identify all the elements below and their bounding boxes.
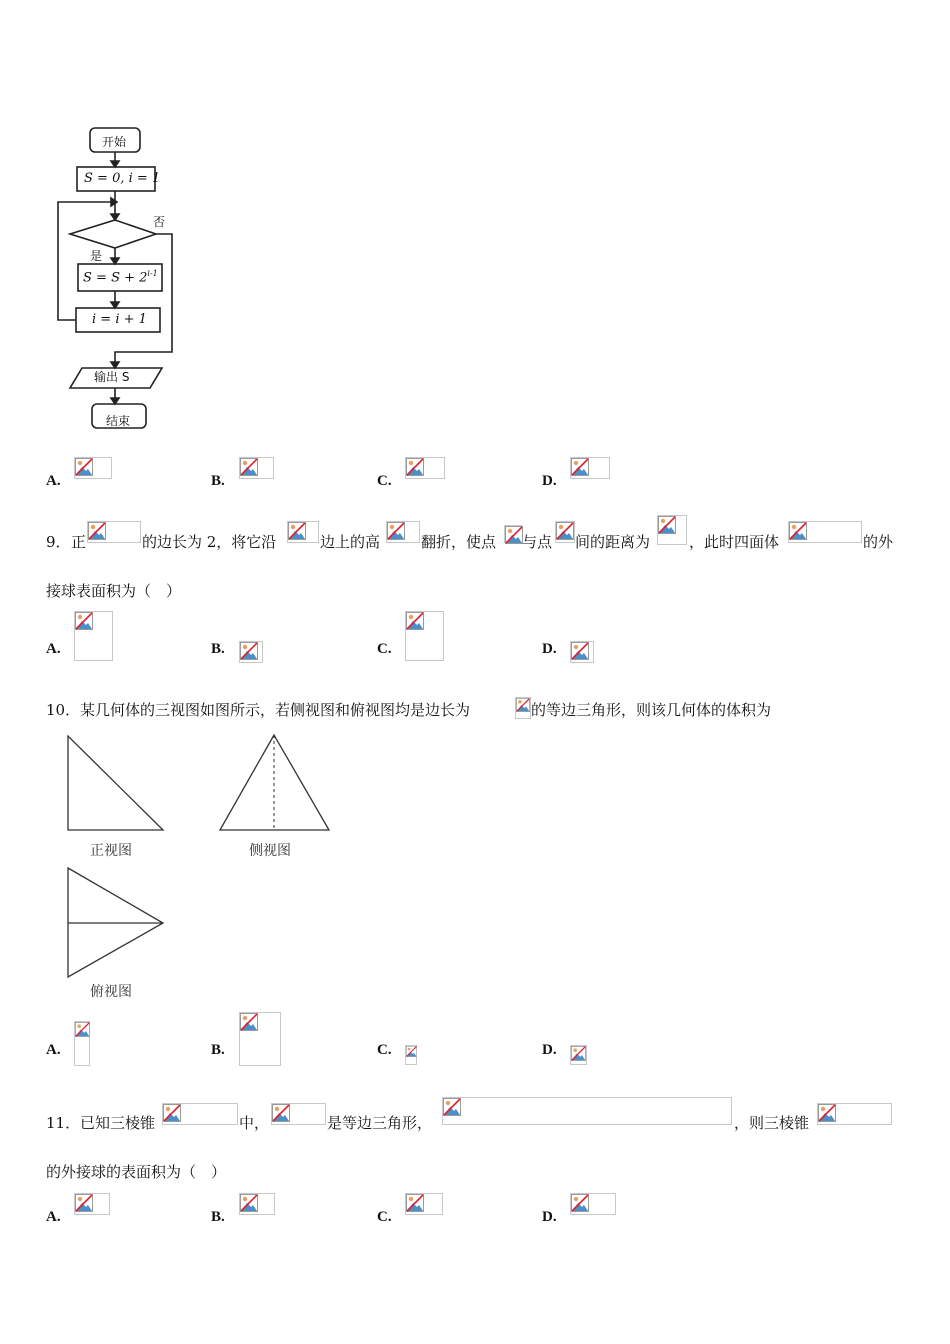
- q11-text-2: 中，: [239, 1114, 270, 1132]
- q8-option-a-image: [74, 457, 112, 479]
- flowchart-init-label: S = 0, i = 1: [84, 171, 161, 186]
- q9-text-5: 与点: [522, 533, 553, 551]
- q8-option-b-label: B.: [211, 473, 225, 489]
- q9-option-a-image: [74, 611, 113, 661]
- q10-option-b-image: [239, 1012, 281, 1066]
- broken-image-icon: [406, 612, 424, 630]
- q9-image-2: [287, 521, 319, 543]
- broken-image-icon: [240, 458, 258, 476]
- broken-image-icon: [571, 642, 589, 660]
- q8-option-a-label: A.: [46, 473, 61, 489]
- side-view-label: 侧视图: [249, 843, 291, 859]
- q10-option-d-label: D.: [542, 1042, 557, 1058]
- q10-option-c-label: C.: [377, 1042, 392, 1058]
- broken-image-icon: [406, 1194, 424, 1212]
- top-view-figure: [60, 862, 170, 982]
- broken-image-icon: [75, 612, 93, 630]
- q9-option-b-label: B.: [211, 641, 225, 657]
- q10-option-a-image: [74, 1021, 90, 1066]
- broken-image-icon: [163, 1104, 181, 1122]
- broken-image-icon: [272, 1104, 290, 1122]
- q11-image-4: [817, 1103, 892, 1125]
- q9-image-5: [555, 521, 575, 543]
- broken-image-icon: [240, 1194, 258, 1212]
- q9-text-4: 翻折，使点: [421, 533, 497, 551]
- broken-image-icon: [88, 522, 106, 540]
- broken-image-icon: [789, 522, 807, 540]
- flowchart-output-label: 输出 S: [94, 370, 130, 384]
- q9-option-a-label: A.: [46, 641, 61, 657]
- q9-image-4: [504, 525, 522, 543]
- broken-image-icon: [571, 458, 589, 476]
- flowchart-decision: [70, 220, 156, 248]
- q9-option-d-image: [570, 641, 594, 663]
- top-view-label: 俯视图: [90, 984, 132, 1000]
- q10-option-b-label: B.: [211, 1042, 225, 1058]
- q11-image-2: [271, 1103, 326, 1125]
- q11-option-a-image: [74, 1193, 110, 1215]
- broken-image-icon: [75, 458, 93, 476]
- q10-option-c-image: [405, 1045, 417, 1065]
- broken-image-icon: [75, 1194, 93, 1212]
- flowchart-assign-s-text: S = S + 2: [83, 270, 148, 286]
- q11-text-4: ，则三棱锥: [734, 1114, 810, 1132]
- broken-image-icon: [387, 522, 405, 540]
- broken-image-icon: [406, 1046, 417, 1057]
- front-view-label: 正视图: [90, 843, 132, 859]
- q11-text-3: 是等边三角形，: [327, 1114, 433, 1132]
- q11-text-1: 已知三棱锥: [80, 1114, 156, 1132]
- q8-option-b-image: [239, 457, 274, 479]
- broken-image-icon: [288, 522, 306, 540]
- flowchart-assign-s-exponent: i-1: [147, 269, 158, 278]
- q11-option-d-image: [570, 1193, 616, 1215]
- flowchart-no-label: 否: [153, 215, 166, 229]
- q8-option-d-label: D.: [542, 473, 557, 489]
- q10-text-2: 的等边三角形，则该几何体的体积为: [531, 701, 772, 719]
- broken-image-icon: [818, 1104, 836, 1122]
- q8-option-c-image: [405, 457, 445, 479]
- q11-number: 11．: [46, 1114, 81, 1132]
- q11-option-d-label: D.: [542, 1209, 557, 1225]
- q11-option-b-image: [239, 1193, 275, 1215]
- broken-image-icon: [240, 642, 258, 660]
- front-view-figure: [60, 730, 170, 835]
- broken-image-icon: [658, 516, 676, 534]
- q9-option-c-image: [405, 611, 444, 661]
- flowchart-end-label: 结束: [106, 414, 131, 428]
- broken-image-icon: [516, 698, 530, 712]
- flowchart-start-label: 开始: [102, 135, 127, 149]
- q9-line-2: 接球表面积为（ ）: [46, 582, 182, 600]
- q11-option-a-label: A.: [46, 1209, 61, 1225]
- q11-option-b-label: B.: [211, 1209, 225, 1225]
- flowchart-assign-i-label: i = i + 1: [92, 312, 147, 327]
- broken-image-icon: [406, 458, 424, 476]
- q9-text-8: 的外: [863, 533, 894, 551]
- broken-image-icon: [240, 1013, 258, 1031]
- q9-option-c-label: C.: [377, 641, 392, 657]
- q9-text-7: ，此时四面体: [689, 533, 780, 551]
- broken-image-icon: [571, 1194, 589, 1212]
- q10-option-a-label: A.: [46, 1042, 61, 1058]
- broken-image-icon: [75, 1022, 90, 1037]
- q9-text-2: 的边长为 2，将它沿: [142, 533, 277, 551]
- broken-image-icon: [556, 522, 574, 540]
- side-view-figure: [214, 730, 334, 835]
- q9-image-6: [657, 515, 687, 545]
- q10-text-1: 某几何体的三视图如图所示，若侧视图和俯视图均是边长为: [80, 701, 471, 719]
- q8-option-c-label: C.: [377, 473, 392, 489]
- q10-image-1: [515, 697, 531, 719]
- q9-text-3: 边上的高: [320, 533, 381, 551]
- q10-number: 10．: [46, 701, 81, 719]
- q9-image-3: [386, 521, 420, 543]
- q11-option-c-label: C.: [377, 1209, 392, 1225]
- broken-image-icon: [443, 1098, 461, 1116]
- flowchart-yes-label: 是: [90, 249, 103, 263]
- broken-image-icon: [505, 526, 523, 544]
- q11-image-3: [442, 1097, 732, 1125]
- q11-option-c-image: [405, 1193, 443, 1215]
- q9-image-7: [788, 521, 862, 543]
- flowchart-assign-s-label: [83, 269, 158, 285]
- q9-number: 9．: [46, 533, 71, 551]
- q9-option-d-label: D.: [542, 641, 557, 657]
- q11-line-2: 的外接球的表面积为（ ）: [46, 1163, 227, 1181]
- q10-option-d-image: [570, 1045, 587, 1065]
- q11-image-1: [162, 1103, 238, 1125]
- q9-text-6: 间的距离为: [575, 533, 651, 551]
- q9-image-1: [87, 521, 141, 543]
- q9-option-b-image: [239, 641, 263, 663]
- broken-image-icon: [571, 1046, 586, 1061]
- q9-text-1: 正: [71, 533, 87, 551]
- q8-option-d-image: [570, 457, 610, 479]
